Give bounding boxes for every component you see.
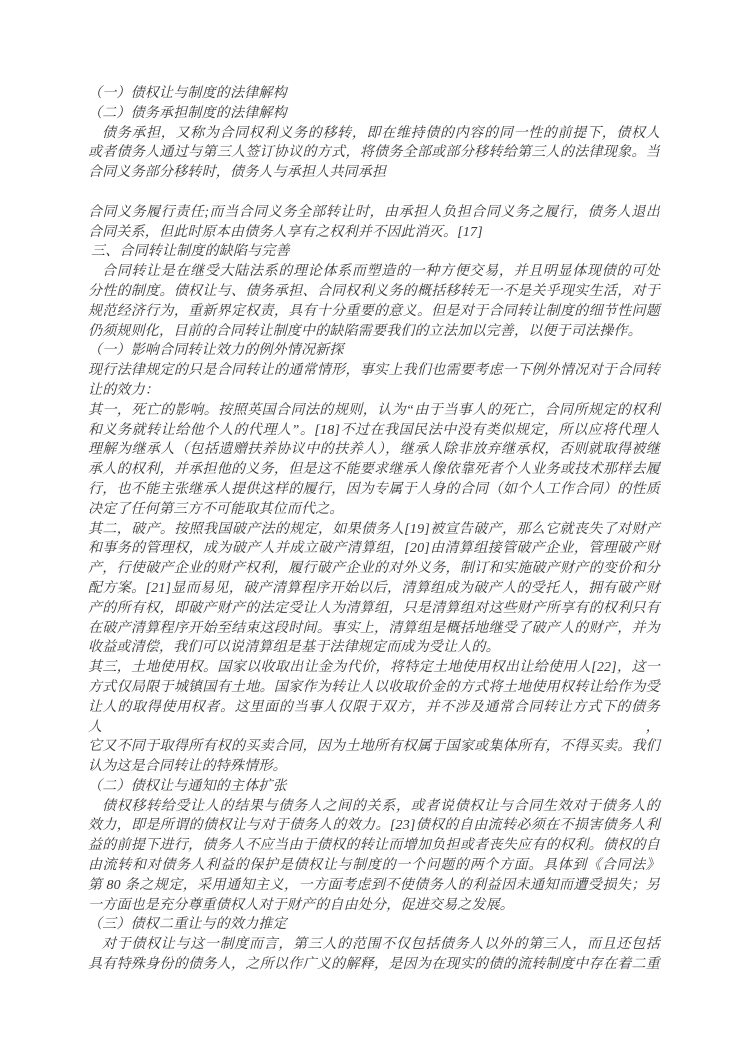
text-line: 合同义务部分移转时，债务人与承担人共同承担 <box>88 165 387 181</box>
subheading-block <box>88 341 660 361</box>
body-block <box>88 520 660 659</box>
text-line: 让人的取得使用权者。这里面的当事人仅限于双方，并不涉及通常合同转让方式下的债务人， <box>88 699 660 735</box>
body-block <box>88 124 660 183</box>
text-line: 合同义务履行责任;而当合同义务全部转让时，由承担人负担合同义务之履行，债务人退出 <box>88 204 660 220</box>
text-line: 和义务就转让给他个人的代理人”。[18]不过在我国民法中没有类似规定，所以应将代理人 <box>88 422 660 438</box>
subheading-block <box>88 104 660 124</box>
text-line: 产的所有权，即破产财产的法定受让人为清算组，只是清算组对这些财产所享有的权利只有 <box>88 600 660 616</box>
page-break-gap <box>88 183 660 203</box>
text-line: 现行法律规定的只是合同转让的通常情形，事实上我们也需要考虑一下例外情况对于合同转 <box>88 363 660 379</box>
text-line: 认为这是合同转让的特殊情形。 <box>88 759 287 775</box>
subheading-block <box>88 777 660 797</box>
text-line: 效力，即是所谓的债权让与对于债务人的效力。[23]债权的自由流转必须在不损害债务人利 <box>88 818 660 834</box>
body-block <box>88 203 660 243</box>
text-line: 产，行使破产企业的财产权利，履行破产企业的对外义务，制订和实施破产财产的变价和分 <box>88 561 660 577</box>
subheading-block <box>88 915 660 935</box>
text-line: （二）债权让与通知的主体扩张 <box>88 778 287 794</box>
text-line: 合同关系，但此时原本由债务人享有之权利并不因此消灭。[17] <box>88 224 483 240</box>
text-line: 仍须规则化，目前的合同转让制度中的缺陷需要我们的立法加以完善，以便于司法操作。 <box>88 323 642 339</box>
body-block <box>88 935 660 975</box>
text-line: 配方案。[21]显而易见，破产清算程序开始以后，清算组成为破产人的受托人，拥有破产财 <box>88 580 660 596</box>
text-line: 其三，土地使用权。国家以收取出让金为代价，将特定土地使用权出让给使用人[22]，这一 <box>88 660 660 676</box>
text-line: 决定了任何第三方不可能取其位而代之。 <box>88 501 344 517</box>
text-line: 其二，破产。按照我国破产法的规定，如果债务人[19]被宣告破产，那么它就丧失了对财产 <box>88 521 660 537</box>
text-line: 债务承担，又称为合同权利义务的移转，即在维持债的内容的同一性的前提下，债权人 <box>102 125 660 141</box>
text-line: 理解为继承人（包括遗赠扶养协议中的扶养人），继承人除非放弃继承权，否则就取得被继 <box>88 442 660 458</box>
text-line: 承人的权利，并承担他的义务，但是这不能要求继承人像依靠死者个人业务或技术那样去履 <box>88 462 660 478</box>
text-line: 益的前提下进行，债务人不应当由于债权的转让而增加负担或者丧失应有的权利。债权的自 <box>88 838 660 854</box>
body-block <box>88 658 660 777</box>
text-line: 让的效力： <box>88 382 159 398</box>
text-line: 分性的制度。债权让与、债务承担、合同权利义务的概括移转无一不是关乎现实生活，对于 <box>88 283 660 299</box>
text-line: （三）债权二重让与的效力推定 <box>88 917 287 933</box>
text-line: 它又不同于取得所有权的买卖合同，因为土地所有权属于国家或集体所有，不得买卖。我们 <box>88 739 660 755</box>
text-line: 债权移转给受让人的结果与债务人之间的关系，或者说债权让与合同生效对于债务人的 <box>102 798 660 814</box>
text-line: 收益或清偿，我们可以说清算组是基于法律规定而成为受让人的。 <box>88 640 500 656</box>
text-line: 由流转和对债务人利益的保护是债权让与制度的一个问题的两个方面。具体到《合同法》 <box>88 858 660 874</box>
text-line: 一方面也是充分尊重债权人对于财产的自由处分，促进交易之发展。 <box>88 897 514 913</box>
text-line: 规范经济行为，重新界定权责，具有十分重要的意义。但是对于合同转让制度的细节性问题 <box>88 303 660 319</box>
text-line: 行，也不能主张继承人提供这样的履行，因为专属于人身的合同（如个人工作合同）的性质 <box>88 481 660 497</box>
text-line: 和事务的管理权，成为破产人并成立破产清算组，[20]由清算组接管破产企业，管理破产财 <box>88 541 660 557</box>
text-line: 其一，死亡的影响。按照英国合同法的规则，认为“由于当事人的死亡，合同所规定的权利 <box>88 402 660 418</box>
text-line: 具有特殊身份的债务人，之所以作广义的解释，是因为在现实的债的流转制度中存在着二重 <box>88 957 660 973</box>
text-line: 三、合同转让制度的缺陷与完善 <box>91 244 290 260</box>
text-line: 对于债权让与这一制度而言，第三人的范围不仅包括债务人以外的第三人，而且还包括 <box>102 937 660 953</box>
text-line: （一）债权让与制度的法律解构 <box>88 86 287 101</box>
body-block <box>88 361 660 401</box>
heading-block <box>88 242 660 262</box>
text-line: 合同转让是在继受大陆法系的理论体系而塑造的一种方便交易，并且明显体现债的可处 <box>102 264 660 280</box>
text-line: （一）影响合同转让效力的例外情况新探 <box>88 343 344 359</box>
body-block <box>88 262 660 341</box>
text-line: 第 80 条之规定，采用通知主义，一方面考虑到不使债务人的利益因未通知而遭受损失；另 <box>88 877 660 893</box>
subheading-block <box>88 84 660 104</box>
document-content <box>88 84 660 975</box>
text-line: （二）债务承担制度的法律解构 <box>88 105 287 121</box>
text-line: 方式仅局限于城镇国有土地。国家作为转让人以收取价金的方式将土地使用权转让给作为受 <box>88 679 660 695</box>
body-block <box>88 401 660 520</box>
text-line: 在破产清算程序开始至结束这段时间。事实上，清算组是概括地继受了破产人的财产，并为 <box>88 620 660 636</box>
body-block <box>88 797 660 916</box>
text-line: 或者债务人通过与第三人签订协议的方式，将债务全部或部分移转给第三人的法律现象。当 <box>88 145 660 161</box>
